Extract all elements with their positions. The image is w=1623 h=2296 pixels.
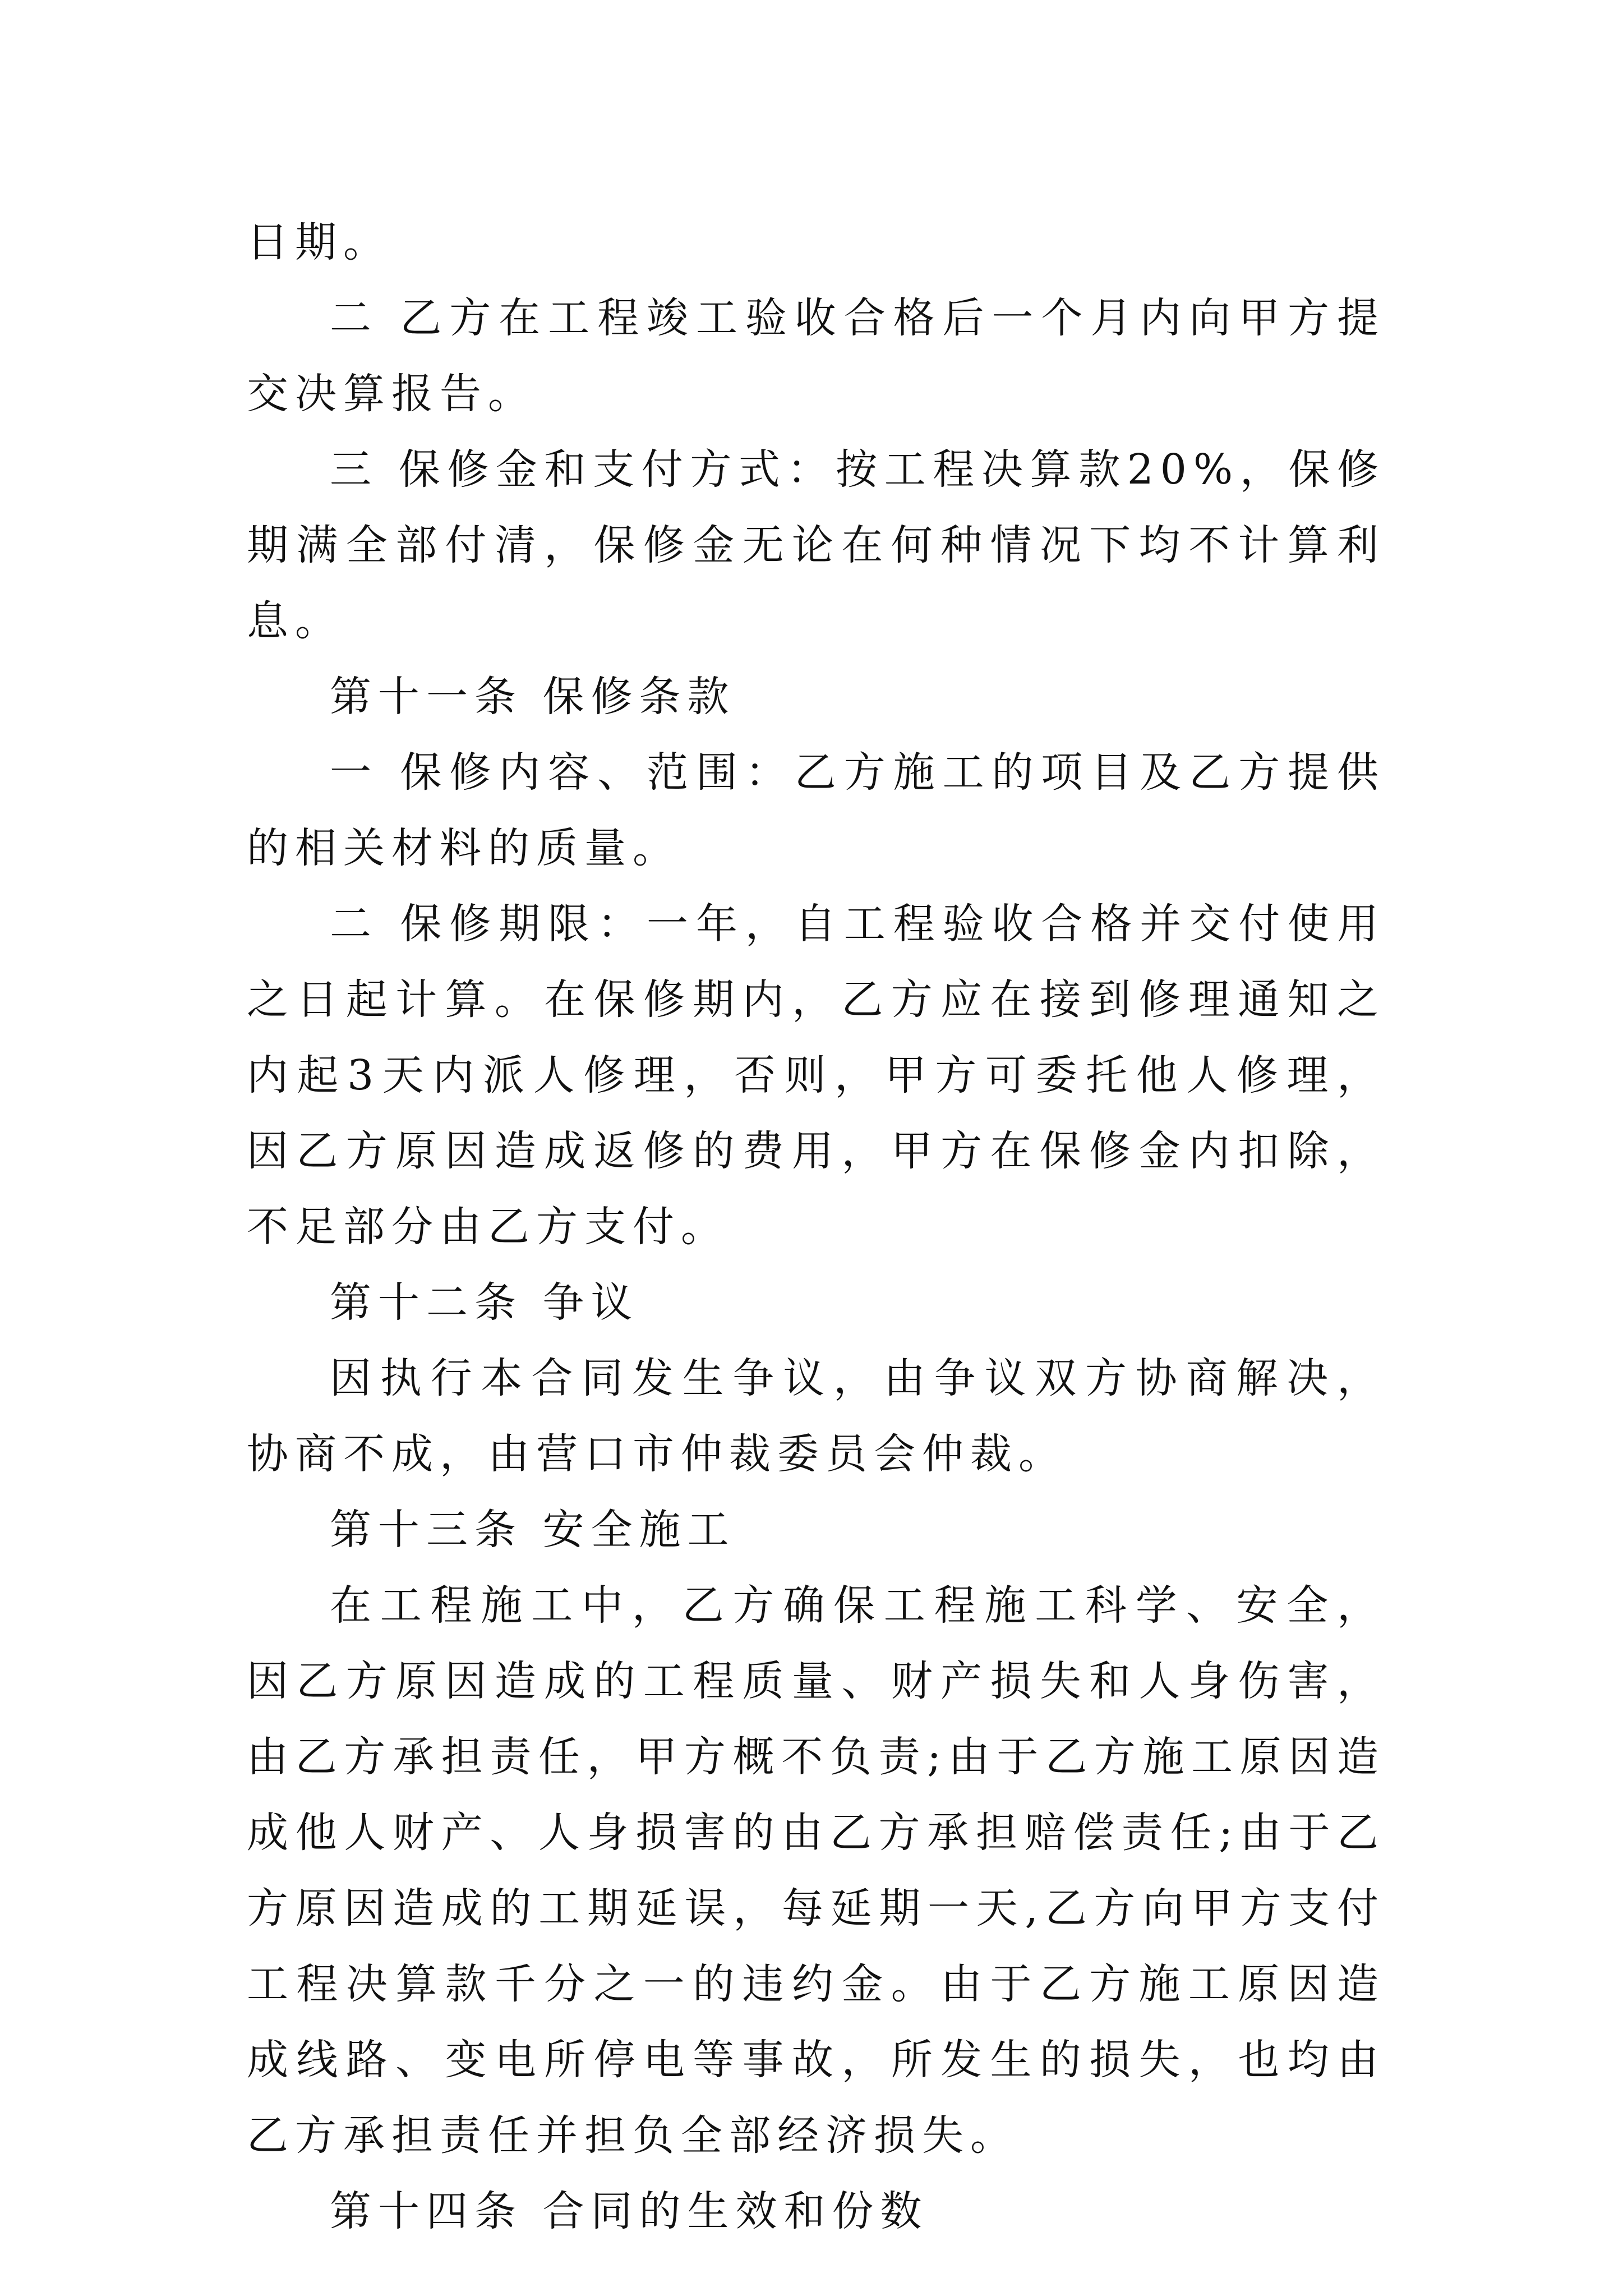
article-11-heading: 第十一条 保修条款 [330, 673, 736, 721]
paragraph-warranty-deposit: 三 保修金和支付方式：按工程决算款20%，保修期满全部付清，保修金无论在何种情况下均不计算利息。 [247, 445, 1385, 645]
document-body [247, 205, 1385, 2249]
article-13-heading: 第十三条 安全施工 [330, 1506, 736, 1554]
paragraph-warranty-period: 二 保修期限：一年，自工程验收合格并交付使用之日起计算。在保修期内，乙方应在接到修理通知之内起3天内派人修理，否则，甲方可委托他人修理，因乙方原因造成返修的费用，甲方在保修金内扣除，不足部分由乙方支付。 [247, 900, 1385, 1251]
paragraph-settlement-report: 二 乙方在工程竣工验收合格后一个月内向甲方提交决算报告。 [247, 294, 1385, 418]
paragraph-dispute: 因执行本合同发生争议，由争议双方协商解决，协商不成，由营口市仲裁委员会仲裁。 [247, 1354, 1385, 1478]
article-14-heading: 第十四条 合同的生效和份数 [330, 2187, 929, 2235]
article-12-heading: 第十二条 争议 [330, 1278, 639, 1327]
paragraph-safety: 在工程施工中，乙方确保工程施工科学、安全，因乙方原因造成的工程质量、财产损失和人身伤害，由乙方承担责任，甲方概不负责;由于乙方施工原因造成他人财产、人身损害的由乙方承担赔偿责任;由于乙方原因造成的工期延误，每延期一天,乙方向甲方支付工程决算款千分之一的违约金。由于乙方施工原因造成线路、变电所停电等事故，所发生的损失，也均由乙方承担责任并担负全部经济损失。 [247, 1581, 1385, 2160]
paragraph-warranty-scope: 一 保修内容、范围：乙方施工的项目及乙方提供的相关材料的质量。 [247, 748, 1385, 872]
paragraph-date-continuation: 日期。 [247, 218, 391, 266]
